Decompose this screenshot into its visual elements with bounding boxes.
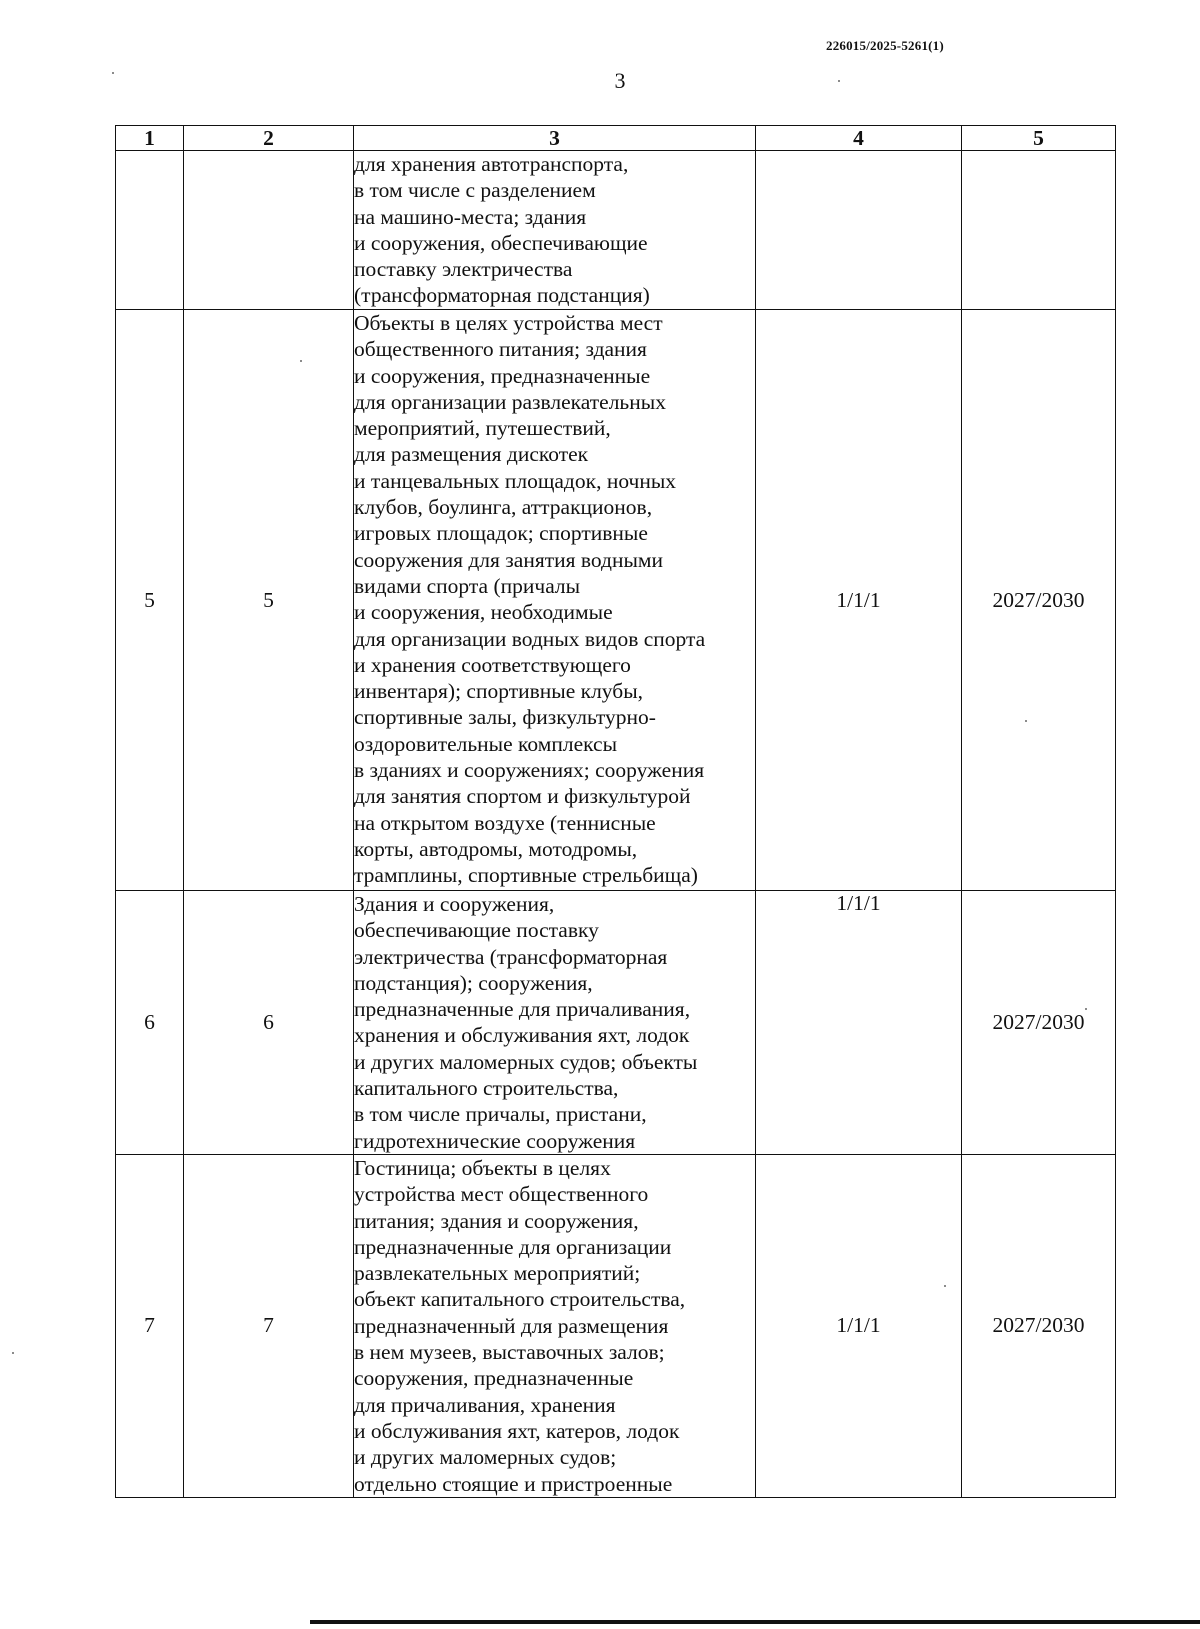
cell-col-5: 2027/2030	[962, 1154, 1116, 1497]
description-line: подстанция); сооружения,	[354, 970, 593, 995]
document-reference-number: 226015/2025-5261(1)	[826, 38, 944, 53]
description-line: сооружения для занятия водными	[354, 547, 664, 572]
description-line: трамплины, спортивные стрельбища)	[354, 863, 698, 888]
cell-col-1	[116, 151, 184, 310]
table-row	[116, 891, 1116, 1155]
description-line: для причаливания, хранения	[354, 1392, 616, 1417]
cell-col-5: 2027/2030	[962, 891, 1116, 1155]
description-line: для занятия спортом и физкультурой	[354, 784, 691, 809]
description-line: и других маломерных судов;	[354, 1445, 617, 1470]
description-line: для организации водных видов спорта	[354, 626, 706, 651]
cell-col-5: 2027/2030	[962, 310, 1116, 891]
cell-col-1: 5	[116, 310, 184, 891]
description-line: и сооружения, обеспечивающие	[354, 230, 648, 255]
description-line: (трансформаторная подстанция)	[354, 283, 650, 308]
table-header-row	[116, 126, 1116, 151]
scan-speck	[1085, 1008, 1087, 1010]
cell-col-4: 1/1/1	[756, 310, 962, 891]
cell-col-3-description	[354, 891, 756, 1155]
description-line: видами спорта (причалы	[354, 573, 581, 598]
description-line: мероприятий, путешествий,	[354, 416, 611, 441]
header-col-3: 3	[354, 126, 756, 151]
description-line: общественного питания; здания	[354, 337, 647, 362]
header-col-4: 4	[756, 126, 962, 151]
description-line: объект капитального строительства,	[354, 1287, 686, 1312]
cell-col-1: 6	[116, 891, 184, 1155]
cell-col-2: 5	[184, 310, 354, 891]
description-line: в зданиях и сооружениях; сооружения	[354, 758, 705, 783]
objects-table	[115, 125, 1116, 1498]
description-line: поставку электричества	[354, 257, 573, 282]
description-line: корты, автодромы, мотодромы,	[354, 836, 638, 861]
description-line: на открытом воздухе (теннисные	[354, 810, 656, 835]
description-line: Здания и сооружения,	[354, 892, 555, 916]
scan-speck	[112, 72, 114, 74]
cell-col-4: 1/1/1	[756, 891, 962, 1155]
cell-col-1: 7	[116, 1154, 184, 1497]
cell-col-3-description	[354, 1154, 756, 1497]
scan-speck	[12, 1352, 14, 1354]
table-row	[116, 151, 1116, 310]
description-line: для хранения автотранспорта,	[354, 152, 629, 176]
cell-col-2	[184, 151, 354, 310]
description-line: и сооружения, предназначенные	[354, 363, 651, 388]
cell-col-2: 7	[184, 1154, 354, 1497]
description-line: устройства мест общественного	[354, 1182, 649, 1207]
description-line: и других маломерных судов; объекты	[354, 1049, 698, 1074]
description-line: на машино-места; здания	[354, 204, 587, 229]
description-line: обеспечивающие поставку	[354, 918, 599, 943]
description-line: инвентаря); спортивные клубы,	[354, 679, 644, 704]
cell-col-3-description	[354, 151, 756, 310]
cell-col-3-description	[354, 310, 756, 891]
table-row	[116, 1154, 1116, 1497]
description-line: гидротехнические сооружения	[354, 1128, 636, 1153]
description-line: предназначенные для организации	[354, 1234, 672, 1259]
description-line: оздоровительные комплексы	[354, 731, 618, 756]
description-line: электричества (трансформаторная	[354, 944, 668, 969]
header-col-2: 2	[184, 126, 354, 151]
description-line: и сооружения, необходимые	[354, 600, 613, 625]
scan-edge-line	[310, 1620, 1200, 1624]
description-line: предназначенный для размещения	[354, 1313, 669, 1338]
description-line: капитального строительства,	[354, 1076, 619, 1101]
cell-col-4	[756, 151, 962, 310]
description-line: сооружения, предназначенные	[354, 1366, 634, 1391]
description-line: и обслуживания яхт, катеров, лодок	[354, 1418, 680, 1443]
description-line: хранения и обслуживания яхт, лодок	[354, 1023, 690, 1048]
scan-speck	[300, 360, 302, 362]
description-line: спортивные залы, физкультурно-	[354, 705, 656, 730]
description-line: развлекательных мероприятий;	[354, 1261, 641, 1286]
cell-col-2: 6	[184, 891, 354, 1155]
description-line: клубов, боулинга, аттракционов,	[354, 495, 653, 520]
scan-speck	[838, 80, 840, 82]
description-line: для размещения дискотек	[354, 442, 589, 467]
description-line: предназначенные для причаливания,	[354, 997, 691, 1022]
description-line: Гостиница; объекты в целях	[354, 1155, 611, 1180]
cell-col-5	[962, 151, 1116, 310]
table-row	[116, 310, 1116, 891]
description-line: и танцевальных площадок, ночных	[354, 468, 677, 493]
description-line: в том числе причалы, пристани,	[354, 1102, 647, 1127]
description-line: игровых площадок; спортивные	[354, 521, 648, 546]
description-line: для организации развлекательных	[354, 389, 666, 414]
description-line: Объекты в целях устройства мест	[354, 311, 663, 335]
scan-speck	[944, 1285, 946, 1287]
description-line: питания; здания и сооружения,	[354, 1208, 639, 1233]
description-line: и хранения соответствующего	[354, 652, 631, 677]
description-line: в том числе с разделением	[354, 178, 596, 203]
header-col-5: 5	[962, 126, 1116, 151]
page-number: 3	[614, 68, 626, 93]
header-col-1: 1	[116, 126, 184, 151]
description-line: отдельно стоящие и пристроенные	[354, 1471, 673, 1496]
scan-speck	[1025, 720, 1027, 722]
description-line: в нем музеев, выставочных залов;	[354, 1340, 665, 1365]
cell-col-4: 1/1/1	[756, 1154, 962, 1497]
